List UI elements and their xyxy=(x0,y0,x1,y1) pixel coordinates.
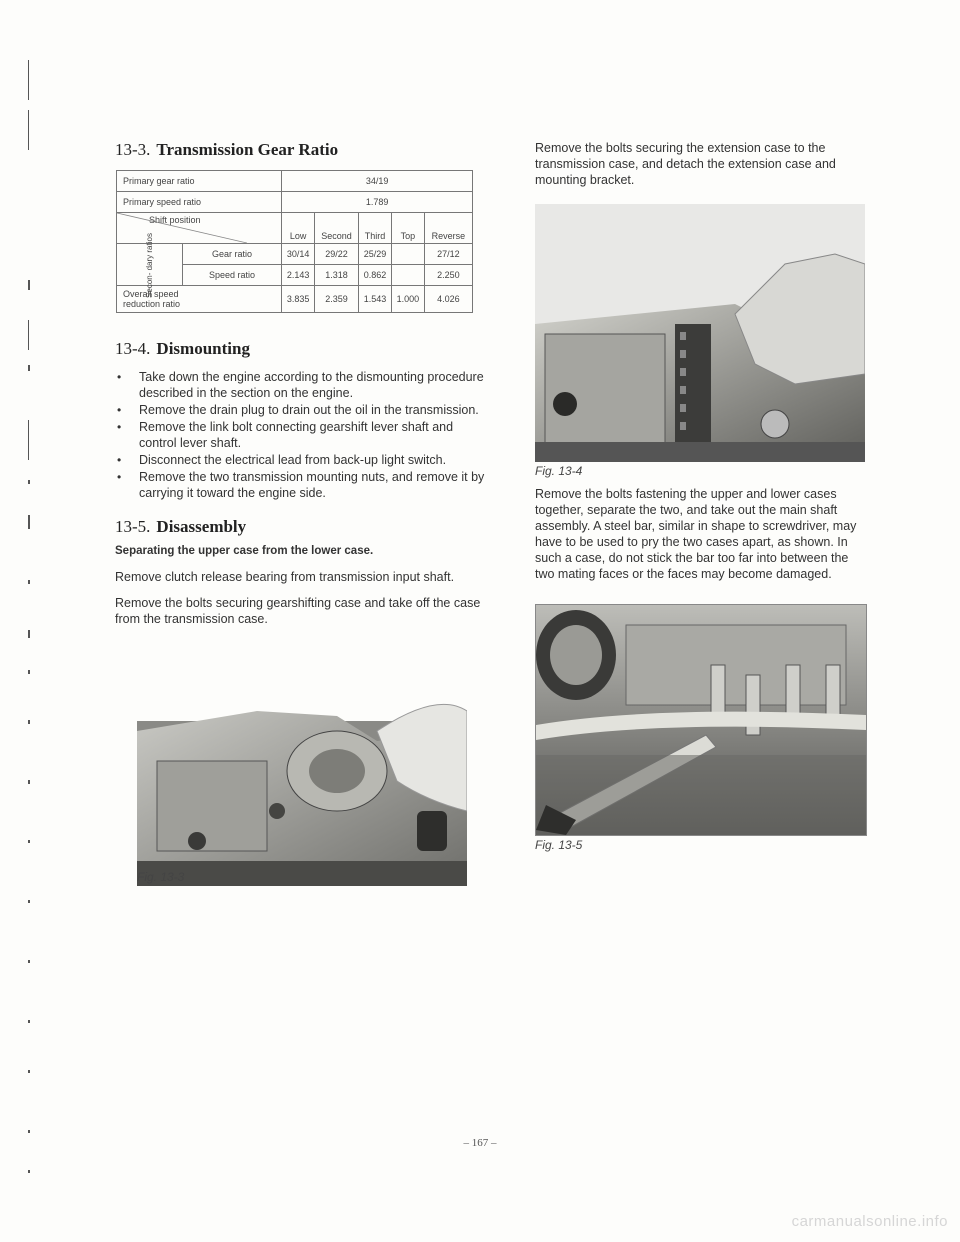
list-item: • Remove the drain plug to drain out the oil in the transmission. xyxy=(115,402,485,418)
figure-13-3-photo xyxy=(137,691,467,886)
table-row: Primary gear ratio 34/19 xyxy=(117,171,473,192)
dismount-steps xyxy=(115,369,485,501)
table-row: Shift position Low Second Third Top Reverse xyxy=(117,213,473,244)
figure-13-3-caption: Fig. 13-3 xyxy=(137,870,185,884)
paragraph: Remove the bolts securing the extension case to the transmission case, and detach the extension case and mounting bracket. xyxy=(535,141,836,187)
page-number: – 167 – xyxy=(463,1137,497,1149)
scan-edge-marks xyxy=(28,60,42,1180)
list-item: • Take down the engine according to the dismounting procedure described in the section on the engine. xyxy=(115,369,485,401)
table-row: Secon- dary ratios Gear ratio 30/14 29/22 25/29 27/12 xyxy=(117,244,473,265)
figure-13-4-photo xyxy=(535,204,865,462)
section-13-4-heading: 13-4. Dismounting xyxy=(115,339,250,358)
list-item: • Disconnect the electrical lead from back-up light switch. xyxy=(115,452,485,468)
section-13-5-heading: 13-5. Disassembly xyxy=(115,517,247,536)
gear-ratio-table xyxy=(116,170,473,313)
section-13-3-heading: 13-3. Transmission Gear Ratio xyxy=(115,140,339,159)
table-row: Primary speed ratio 1.789 xyxy=(117,192,473,213)
paragraph: Remove the bolts fastening the upper and lower cases together, separate the two, and take out the main shaft assembly. A steel bar, similar in shape to screwdriver, may have to be used to pry the two cases apart, as shown. In such a case, do not stick the bar too far into between the two mating faces or the faces may become damaged. xyxy=(535,487,857,581)
list-item: • Remove the link bolt connecting gearshift lever shaft and control lever shaft. xyxy=(115,419,485,451)
shift-position-cell: Shift position xyxy=(117,213,282,244)
table-row: Speed ratio 2.143 1.318 0.862 2.250 xyxy=(117,265,473,286)
figure-13-4-caption: Fig. 13-4 xyxy=(535,464,583,478)
left-column xyxy=(115,140,485,892)
figure-13-5-photo xyxy=(535,604,867,836)
subheading: Separating the upper case from the lower case. xyxy=(115,545,374,557)
list-item: • Remove the two transmission mounting nuts, and remove it by carrying it toward the engine side. xyxy=(115,469,485,501)
paragraph: Remove clutch release bearing from transmission input shaft. xyxy=(115,570,455,584)
right-column xyxy=(535,140,865,860)
figure-13-5-caption: Fig. 13-5 xyxy=(535,838,583,852)
table-row: Overall speed reduction ratio 3.835 2.359 1.543 1.000 4.026 xyxy=(117,286,473,313)
watermark: carmanualsonline.info xyxy=(791,1213,948,1230)
paragraph: Remove the bolts securing gearshifting case and take off the case from the transmission case. xyxy=(115,596,481,626)
